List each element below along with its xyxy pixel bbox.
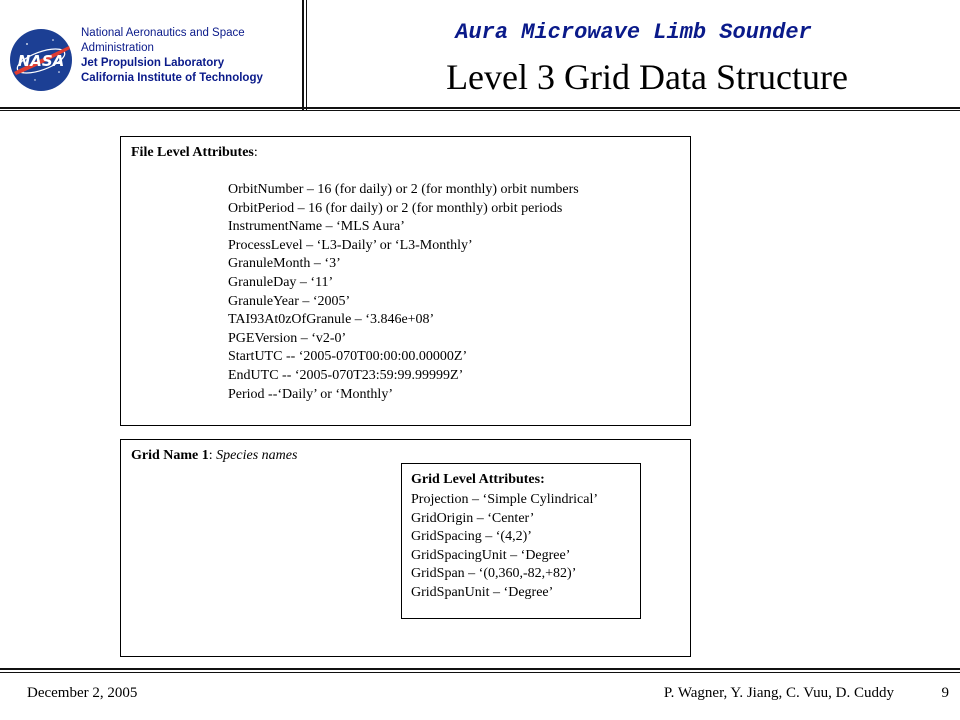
- org-line-3: Jet Propulsion Laboratory: [81, 57, 225, 69]
- file-attribute-item: PGEVersion – ‘v2-0’: [228, 330, 347, 346]
- grid-attribute-item: GridSpan – ‘(0,360,-82,+82)’: [411, 566, 577, 582]
- file-level-heading: [131, 144, 258, 162]
- grid-attribute-item: GridSpacingUnit – ‘Degree’: [411, 547, 571, 563]
- file-attribute-item: OrbitNumber – 16 (for daily) or 2 (for monthly) orbit numbers: [228, 182, 579, 197]
- file-attribute-item: TAI93At0zOfGranule – ‘3.846e+08’: [228, 312, 435, 328]
- grid-attribute-list: [411, 491, 598, 603]
- instrument-title: Aura Microwave Limb Sounder: [455, 20, 812, 45]
- file-attribute-item: OrbitPeriod – 16 (for daily) or 2 (for monthly) orbit periods: [228, 200, 563, 216]
- file-attribute-item: GranuleYear – ‘2005’: [228, 293, 351, 309]
- file-attribute-item: GranuleDay – ‘11’: [228, 274, 334, 290]
- file-attribute-item: ProcessLevel – ‘L3-Daily’ or ‘L3-Monthly’: [228, 237, 473, 253]
- page-number: 9: [941, 685, 949, 701]
- org-line-2: Administration: [81, 42, 154, 54]
- grid-attribute-item: GridSpacing – ‘(4,2)’: [411, 529, 532, 545]
- header-rule-thin: [0, 110, 960, 111]
- file-level-label: File Level Attributes: [131, 145, 254, 160]
- org-line-4: California Institute of Technology: [81, 72, 263, 84]
- header-rule: [0, 107, 960, 109]
- grid-heading: [131, 447, 297, 465]
- org-line-1: National Aeronautics and Space: [81, 27, 245, 39]
- footer-rule: [0, 668, 960, 670]
- grid-name-label: Grid Name 1: [131, 448, 209, 463]
- grid-level-heading: Grid Level Attributes:: [411, 472, 545, 487]
- grid-name-separator: :: [208, 448, 217, 463]
- grid-attribute-item: Projection – ‘Simple Cylindrical’: [411, 492, 599, 507]
- file-attribute-item: GranuleMonth – ‘3’: [228, 256, 341, 272]
- grid-attribute-item: GridOrigin – ‘Center’: [411, 510, 535, 526]
- page-title: Level 3 Grid Data Structure: [446, 57, 848, 97]
- organization-block: [81, 26, 301, 86]
- grid-level-attributes-box: [401, 463, 641, 619]
- file-level-colon: :: [253, 145, 258, 160]
- file-attribute-list: [228, 181, 579, 404]
- footer-rule-thin: [0, 672, 960, 673]
- nasa-meatball-icon: [9, 28, 73, 92]
- footer-date: December 2, 2005: [27, 685, 138, 701]
- file-level-attributes-box: [120, 136, 691, 426]
- header-divider: [302, 0, 304, 110]
- logo-wordmark: NASA: [17, 52, 65, 70]
- file-attribute-item: EndUTC -- ‘2005-070T23:59:99.99999Z’: [228, 367, 464, 383]
- file-attribute-item: Period --‘Daily’ or ‘Monthly’: [228, 386, 393, 402]
- footer-authors: P. Wagner, Y. Jiang, C. Vuu, D. Cuddy: [663, 685, 894, 701]
- grid-attribute-item: GridSpanUnit – ‘Degree’: [411, 584, 554, 600]
- grid-name-subtitle: Species names: [216, 448, 298, 463]
- file-attribute-item: InstrumentName – ‘MLS Aura’: [228, 219, 405, 235]
- nasa-logo: [9, 28, 73, 92]
- file-attribute-item: StartUTC -- ‘2005-070T00:00:00.00000Z’: [228, 349, 468, 365]
